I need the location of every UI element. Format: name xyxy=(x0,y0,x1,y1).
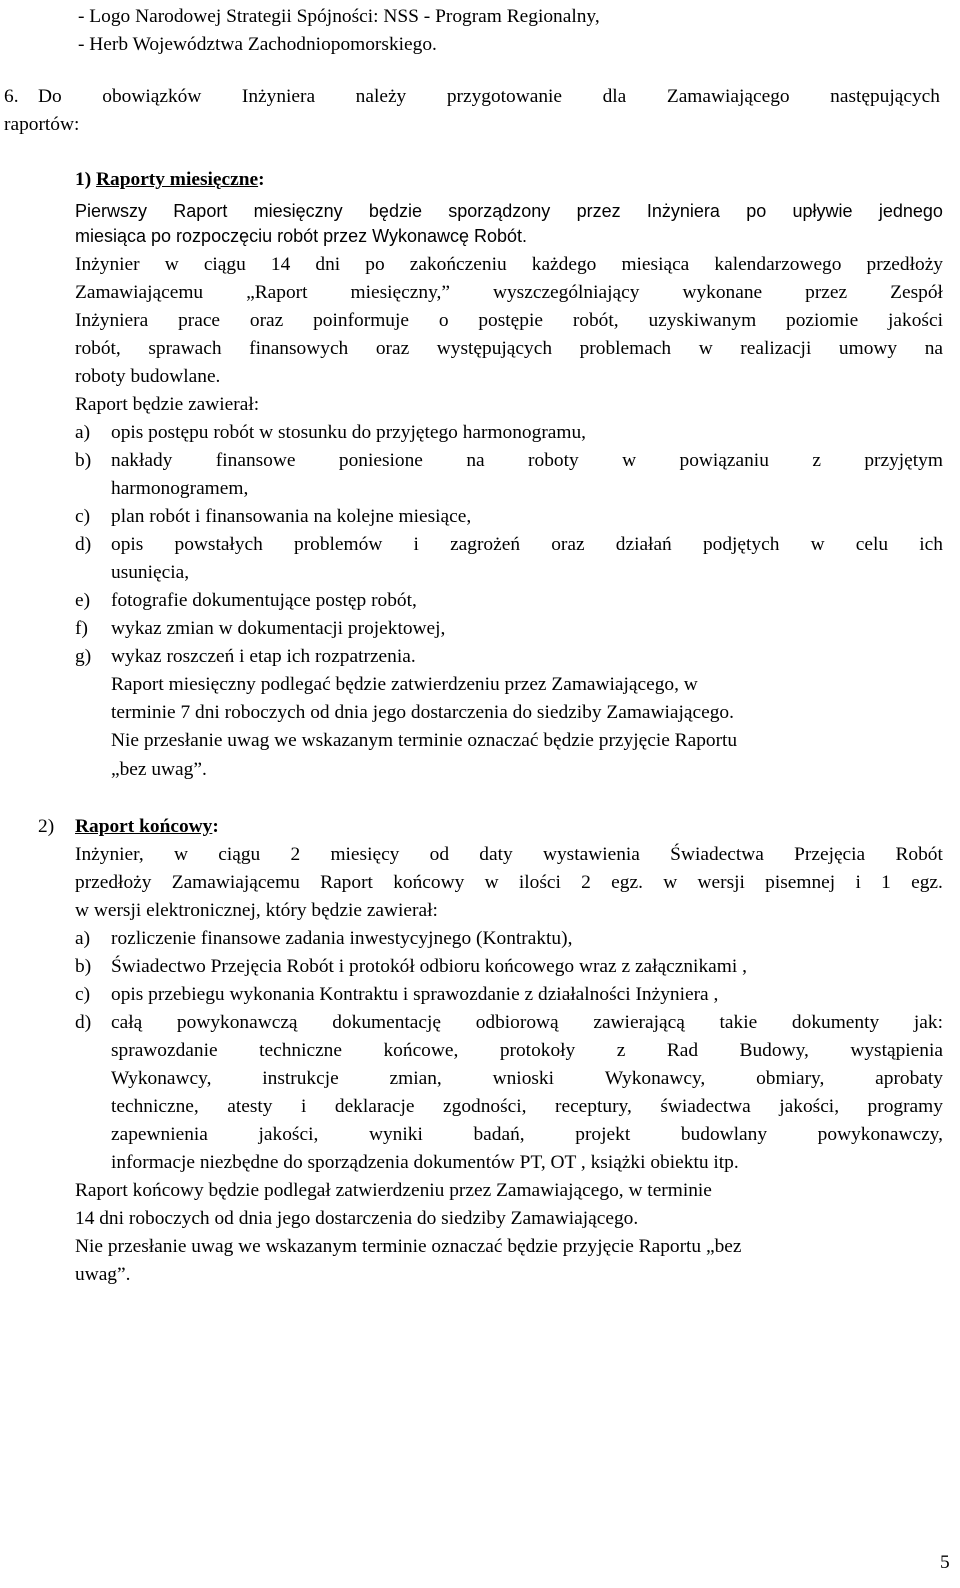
word: po xyxy=(365,254,385,275)
word: Świadectwa xyxy=(670,844,764,865)
word: przygotowanie xyxy=(446,86,563,107)
word: egz. xyxy=(611,872,643,893)
word: Inżyniera xyxy=(75,310,149,331)
s1-item-b-line-2: harmonogramem, xyxy=(111,478,249,499)
word: badań, xyxy=(473,1124,525,1145)
s1-item-b-line-1 xyxy=(111,448,943,474)
s2-item-d-label: d) xyxy=(75,1012,92,1033)
s2-closing-4: uwag”. xyxy=(75,1264,131,1285)
word: w xyxy=(698,338,713,359)
s1-item-d-line-2: usunięcia, xyxy=(111,562,190,583)
word: wnioski xyxy=(492,1068,555,1089)
s1-item-e: fotografie dokumentujące postęp robót, xyxy=(111,590,417,611)
word: od xyxy=(429,844,450,865)
word: obmiary, xyxy=(756,1068,825,1089)
word: w xyxy=(173,844,188,865)
word: Do xyxy=(38,86,62,107)
word: Zamawiającemu xyxy=(171,872,300,893)
word: Robót xyxy=(895,844,943,865)
word: w xyxy=(622,450,637,471)
word: finansowych xyxy=(249,338,349,359)
word: wystąpienia xyxy=(850,1040,943,1061)
s2-heading-colon: : xyxy=(212,816,219,837)
word: Wykonawcy, xyxy=(604,1068,706,1089)
word: Raport xyxy=(173,201,228,221)
s1-heading xyxy=(75,167,265,193)
intro-line-2: - Herb Województwa Zachodniopomorskiego. xyxy=(78,34,437,55)
word: występujących xyxy=(436,338,553,359)
word: zawierającą xyxy=(593,1012,685,1033)
s2-item-b: Świadectwo Przejęcia Robót i protokół odbioru końcowego wraz z załącznikami , xyxy=(111,956,747,977)
p6-line-2: raportów: xyxy=(4,114,80,135)
word: i xyxy=(855,872,861,893)
word: sprawach xyxy=(148,338,222,359)
intro-line-1: - Logo Narodowej Strategii Spójności: NSS - Program Regionalny, xyxy=(78,6,600,27)
s1-para-a-line-2: miesiąca po rozpoczęciu robót przez Wykonawcę Robót. xyxy=(75,226,528,246)
word: deklaracje xyxy=(334,1096,415,1117)
s2-item-d-line-2 xyxy=(111,1038,943,1064)
word: aprobaty xyxy=(875,1068,943,1089)
word: programy xyxy=(867,1096,943,1117)
word: uzyskiwanym xyxy=(648,310,757,331)
s1-item-b-label: b) xyxy=(75,450,92,471)
page-number: 5 xyxy=(940,1552,950,1573)
s2-heading xyxy=(75,814,219,840)
s2-closing-1: Raport końcowy będzie podlegał zatwierdzeniu przez Zamawiającego, w terminie xyxy=(75,1180,712,1201)
word: egz. xyxy=(911,872,943,893)
word: należy xyxy=(355,86,407,107)
s2-item-d-line-1 xyxy=(111,1010,943,1036)
word: poniesione xyxy=(338,450,423,471)
s2-item-a: rozliczenie finansowe zadania inwestycyjnego (Kontraktu), xyxy=(111,928,573,949)
word: wyszczególniający xyxy=(492,282,640,303)
s2-item-d-line-6: informacje niezbędne do sporządzenia dokumentów PT, OT , książki obiektu itp. xyxy=(111,1152,739,1173)
word: całą xyxy=(111,1012,143,1033)
word: świadectwa xyxy=(660,1096,751,1117)
s1-closing-2: terminie 7 dni roboczych od dnia jego dostarczenia do siedziby Zamawiającego. xyxy=(111,702,734,723)
word: miesiąca xyxy=(621,254,690,275)
word: problemach xyxy=(579,338,672,359)
word: i xyxy=(413,534,419,555)
s2-item-c-label: c) xyxy=(75,984,91,1005)
word: przedłoży xyxy=(75,872,152,893)
word: budowlany xyxy=(680,1124,768,1145)
word: projekt xyxy=(575,1124,631,1145)
word: obowiązków xyxy=(102,86,202,107)
s1-closing-4: „bez uwag”. xyxy=(111,759,207,780)
word: dla xyxy=(602,86,627,107)
word: takie xyxy=(719,1012,758,1033)
word: przez xyxy=(576,201,621,221)
s1-contents-intro: Raport będzie zawierał: xyxy=(75,394,260,415)
word: Budowy, xyxy=(739,1040,809,1061)
word: oraz xyxy=(375,338,410,359)
word: Wykonawcy, xyxy=(111,1068,212,1089)
s2-para-line-2 xyxy=(75,870,943,896)
word: atesty xyxy=(227,1096,273,1117)
s2-item-d-line-4 xyxy=(111,1094,943,1120)
word: powiązaniu xyxy=(679,450,769,471)
word: oraz xyxy=(551,534,585,555)
s1-heading-text: Raporty miesięczne xyxy=(96,169,259,190)
s1-item-a: opis postępu robót w stosunku do przyjętego harmonogramu, xyxy=(111,422,587,443)
word: powstałych xyxy=(174,534,263,555)
word: po xyxy=(746,201,767,221)
word: instrukcje xyxy=(262,1068,339,1089)
word: Inżynier xyxy=(75,254,140,275)
word: robót, xyxy=(572,310,619,331)
word: o xyxy=(438,310,449,331)
word: dni xyxy=(315,254,341,275)
word: Pierwszy xyxy=(75,201,148,221)
word: problemów xyxy=(294,534,383,555)
s1-para-b-line-1 xyxy=(75,252,943,278)
s1-item-g-label: g) xyxy=(75,646,92,667)
word: dokumenty xyxy=(791,1012,880,1033)
word: Zamawiającego xyxy=(666,86,790,107)
word: ciągu xyxy=(218,844,261,865)
word: powykonawczy, xyxy=(817,1124,943,1145)
word: oraz xyxy=(249,310,284,331)
s1-para-b-line-4 xyxy=(75,336,943,362)
word: dokumentację xyxy=(332,1012,441,1033)
word: opis xyxy=(111,534,144,555)
word: jakości xyxy=(888,310,943,331)
word: powykonawczą xyxy=(176,1012,298,1033)
word: prace xyxy=(178,310,221,331)
s1-item-d-label: d) xyxy=(75,534,92,555)
word: umowy xyxy=(838,338,898,359)
p6-line-1 xyxy=(38,84,940,110)
word: z xyxy=(616,1040,626,1061)
p6-number: 6. xyxy=(4,86,19,107)
word: protokoły xyxy=(499,1040,576,1061)
s1-item-e-label: e) xyxy=(75,590,91,611)
word: Zespół xyxy=(890,282,943,303)
word: robót, xyxy=(75,338,121,359)
word: na xyxy=(466,450,485,471)
s1-item-f: wykaz zmian w dokumentacji projektowej, xyxy=(111,618,446,639)
s1-para-b-line-2 xyxy=(75,280,943,306)
word: techniczne xyxy=(259,1040,342,1061)
word: ciągu xyxy=(203,254,246,275)
word: finansowe xyxy=(215,450,296,471)
s2-para-line-3: w wersji elektronicznej, który będzie zawierał: xyxy=(75,900,438,921)
s1-para-a-line-1 xyxy=(75,198,943,224)
word: Inżynier, xyxy=(75,844,144,865)
word: końcowy xyxy=(393,872,465,893)
word: miesięczny,” xyxy=(350,282,450,303)
s2-para-line-1 xyxy=(75,842,943,868)
word: ilości xyxy=(518,872,561,893)
word: nakłady xyxy=(111,450,173,471)
s2-closing-2: 14 dni roboczych od dnia jego dostarczenia do siedziby Zamawiającego. xyxy=(75,1208,639,1229)
word: poziomie xyxy=(786,310,859,331)
word: zakończeniu xyxy=(409,254,507,275)
word: Inżyniera xyxy=(646,201,720,221)
s2-item-b-label: b) xyxy=(75,956,92,977)
word: końcowe, xyxy=(383,1040,459,1061)
s2-item-c: opis przebiegu wykonania Kontraktu i sprawozdanie z działalności Inżyniera , xyxy=(111,984,719,1005)
word: jakości, xyxy=(258,1124,319,1145)
word: na xyxy=(924,338,943,359)
word: zapewnienia xyxy=(111,1124,208,1145)
word: wersji xyxy=(697,872,745,893)
s1-item-f-label: f) xyxy=(75,618,88,639)
word: przez xyxy=(805,282,848,303)
word: w xyxy=(810,534,825,555)
word: zmian, xyxy=(389,1068,442,1089)
word: jak: xyxy=(913,1012,943,1033)
s1-number: 1) xyxy=(75,169,92,190)
word: w xyxy=(484,872,499,893)
s2-heading-text: Raport końcowy xyxy=(75,816,213,837)
s1-item-a-label: a) xyxy=(75,422,91,443)
s1-item-g: wykaz roszczeń i etap ich rozpatrzenia. xyxy=(111,646,416,667)
word: postępie xyxy=(478,310,543,331)
s1-para-b-line-3 xyxy=(75,308,943,334)
word: miesięczny xyxy=(253,201,343,221)
word: sporządzony xyxy=(448,201,551,221)
word: Rad xyxy=(666,1040,699,1061)
s2-item-d-line-5 xyxy=(111,1122,943,1148)
s1-closing-3: Nie przesłanie uwag we wskazanym terminie oznaczać będzie przyjęcie Raportu xyxy=(111,730,738,751)
word: każdego xyxy=(531,254,597,275)
word: jakości, xyxy=(779,1096,840,1117)
word: ich xyxy=(919,534,943,555)
word: Inżyniera xyxy=(241,86,316,107)
s2-closing-3: Nie przesłanie uwag we wskazanym terminie oznaczać będzie przyjęcie Raportu „bez xyxy=(75,1236,742,1257)
word: wykonane xyxy=(682,282,763,303)
word: realizacji xyxy=(740,338,812,359)
word: działań xyxy=(615,534,672,555)
word: w xyxy=(663,872,678,893)
word: Zamawiającemu xyxy=(75,282,204,303)
word: upływie xyxy=(792,201,853,221)
word: daty xyxy=(479,844,513,865)
s1-heading-colon: : xyxy=(258,169,265,190)
word: miesięcy xyxy=(330,844,400,865)
s1-para-b-line-5: roboty budowlane. xyxy=(75,366,221,387)
word: 2 xyxy=(581,872,591,893)
word: wyniki xyxy=(368,1124,423,1145)
word: z xyxy=(812,450,821,471)
word: następujących xyxy=(830,86,940,107)
word: Raport xyxy=(320,872,373,893)
word: kalendarzowego xyxy=(714,254,842,275)
word: receptury, xyxy=(555,1096,632,1117)
word: roboty xyxy=(528,450,579,471)
word: sprawozdanie xyxy=(111,1040,218,1061)
word: techniczne, xyxy=(111,1096,199,1117)
word: w xyxy=(164,254,179,275)
word: odbiorową xyxy=(475,1012,559,1033)
s2-item-d-line-3 xyxy=(111,1066,943,1092)
word: przyjętym xyxy=(864,450,943,471)
word: zgodności, xyxy=(443,1096,527,1117)
word: będzie xyxy=(368,201,422,221)
word: i xyxy=(300,1096,307,1117)
s1-item-c: plan robót i finansowania na kolejne miesiące, xyxy=(111,506,472,527)
word: przedłoży xyxy=(866,254,943,275)
word: Przejęcia xyxy=(794,844,866,865)
word: celu xyxy=(855,534,889,555)
word: „Raport xyxy=(246,282,308,303)
word: wystawienia xyxy=(542,844,640,865)
s2-item-a-label: a) xyxy=(75,928,91,949)
word: 1 xyxy=(881,872,891,893)
word: 2 xyxy=(290,844,301,865)
word: pisemnej xyxy=(765,872,836,893)
word: podjętych xyxy=(702,534,780,555)
s1-item-c-label: c) xyxy=(75,506,91,527)
word: poinformuje xyxy=(313,310,409,331)
s1-closing-1: Raport miesięczny podlegać będzie zatwierdzeniu przez Zamawiającego, w xyxy=(111,674,698,695)
s2-number: 2) xyxy=(38,816,55,837)
word: jednego xyxy=(878,201,943,221)
word: zagrożeń xyxy=(450,534,521,555)
word: 14 xyxy=(270,254,291,275)
s1-item-d-line-1 xyxy=(111,532,943,558)
